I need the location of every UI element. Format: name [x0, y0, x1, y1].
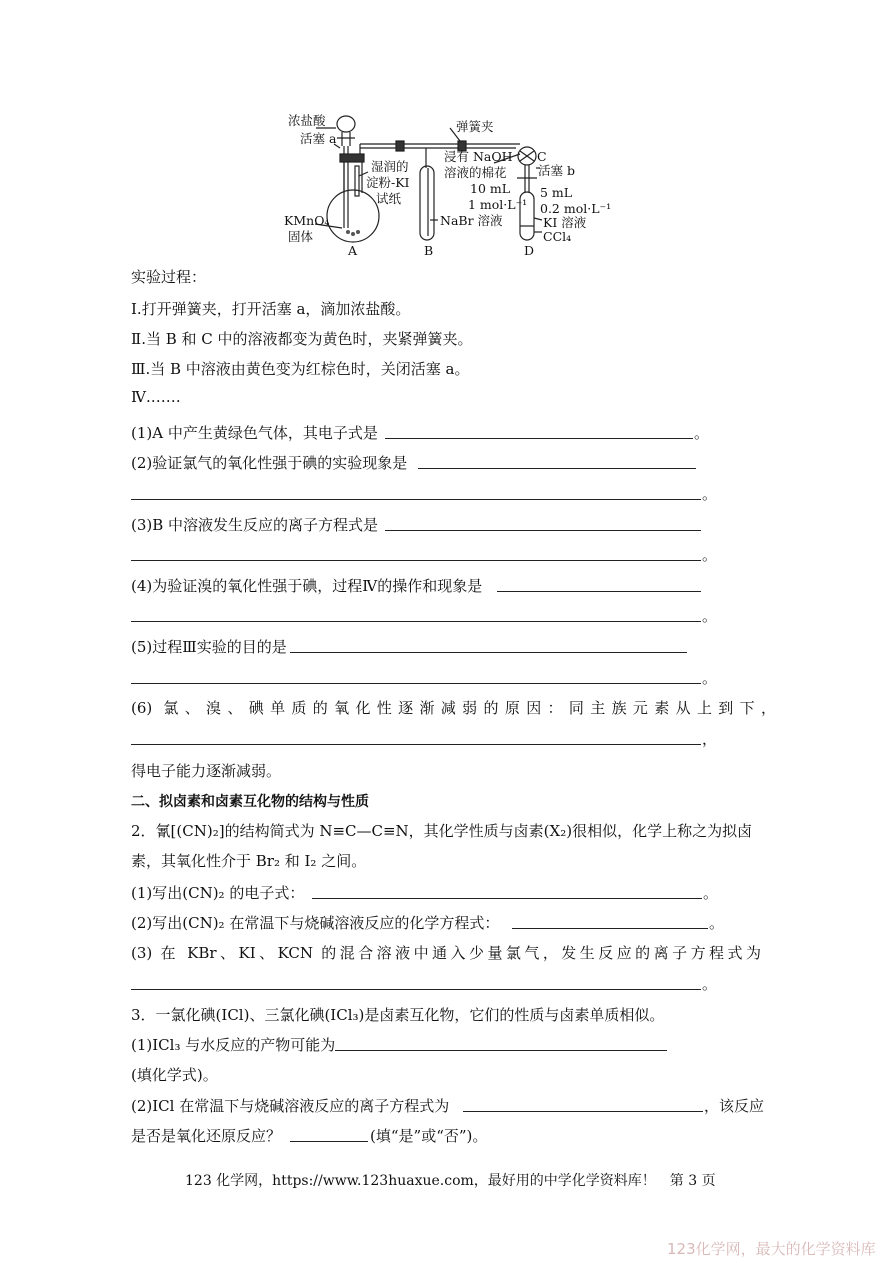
label-naoh-1: 浸有 NaOH [444, 149, 513, 164]
answer-blank-p3-q1[interactable] [335, 1050, 667, 1051]
problem-3-q1: (1)ICl₃ 与水反应的产物可能为 [131, 1036, 336, 1054]
label-b: B [424, 243, 434, 258]
label-stopcock-b: 活塞 b [538, 163, 575, 178]
label-moist-paper-1: 湿润的 [371, 159, 409, 174]
label-conc-hcl: 浓盐酸 [288, 113, 326, 128]
answer-blank-p2-q2[interactable] [512, 928, 708, 929]
answer-blank-p3-q2[interactable] [463, 1111, 703, 1112]
problem-3-q1-end: (填化学式)。 [131, 1066, 218, 1084]
answer-blank-q5b[interactable] [131, 683, 701, 684]
label-solid: 固体 [288, 229, 314, 244]
procedure-step-3: Ⅲ.当 B 中溶液由黄色变为红棕色时，关闭活塞 a。 [131, 360, 470, 378]
period-p2-q1: 。 [703, 884, 719, 902]
question-4: (4)为验证溴的氧化性强于碘，过程Ⅳ的操作和现象是 [131, 577, 483, 595]
procedure-title: 实验过程： [131, 268, 207, 286]
problem-2-line-2: 素，其氧化性介于 Br₂ 和 I₂ 之间。 [131, 852, 367, 870]
period-p2-q3: 。 [702, 975, 718, 993]
label-b-conc: 1 mol·L⁻¹ [468, 197, 528, 212]
problem-3-q2-line-2: 是否是氧化还原反应？ [131, 1127, 282, 1145]
period-q5: 。 [702, 669, 718, 687]
answer-blank-q3b[interactable] [131, 560, 701, 561]
period-q4: 。 [702, 607, 718, 625]
period-q1: 。 [694, 424, 710, 442]
problem-3-q2: (2)ICl 在常温下与烧碱溶液反应的离子方程式为 [131, 1097, 450, 1115]
label-d-conc: 0.2 mol·L⁻¹ [540, 201, 612, 216]
answer-blank-q3a[interactable] [385, 530, 701, 531]
label-kmno4: KMnO₄ [284, 213, 330, 228]
label-nabr: NaBr 溶液 [440, 213, 503, 228]
answer-blank-q2a[interactable] [418, 468, 696, 469]
problem-3-q2-end: (填“是”或“否”)。 [370, 1127, 488, 1145]
procedure-step-1: Ⅰ.打开弹簧夹，打开活塞 a，滴加浓盐酸。 [131, 300, 411, 318]
section-heading: 二、拟卤素和卤素互化物的结构与性质 [131, 794, 369, 810]
problem-2-q1: (1)写出(CN)₂ 的电子式： [131, 884, 305, 902]
period-q3: 。 [702, 546, 718, 564]
comma-q6: ， [702, 730, 718, 748]
question-1: (1)A 中产生黄绿色气体，其电子式是 [131, 424, 378, 442]
question-5: (5)过程Ⅲ实验的目的是 [131, 638, 287, 656]
page-footer: 123 化学网，https://www.123huaxue.com，最好用的中学化学资料库！ 第 3 页 [185, 1173, 716, 1189]
problem-3-q2-tail: ，该反应 [704, 1097, 765, 1115]
answer-blank-q6[interactable] [131, 744, 701, 745]
problem-2-q3: (3) 在 KBr、KI、KCN 的混合溶液中通入少量氯气，发生反应的离子方程式为 [131, 944, 761, 962]
question-6-end: 得电子能力逐渐减弱。 [131, 762, 282, 780]
label-naoh-2: 溶液的棉花 [444, 165, 507, 180]
answer-blank-q4a[interactable] [497, 591, 701, 592]
label-spring-clip: 弹簧夹 [456, 119, 494, 134]
label-ki: KI 溶液 [543, 215, 587, 230]
label-c: C [537, 149, 547, 164]
label-moist-paper-3: 试纸 [376, 191, 402, 206]
label-b-volume: 10 mL [470, 181, 511, 196]
answer-blank-p2-q3[interactable] [131, 989, 701, 990]
label-moist-paper-2: 淀粉-KI [366, 175, 410, 190]
answer-blank-q1[interactable] [385, 438, 693, 439]
answer-blank-q2b[interactable] [131, 499, 701, 500]
procedure-step-2: Ⅱ.当 B 和 C 中的溶液都变为黄色时，夹紧弹簧夹。 [131, 330, 473, 348]
apparatus-diagram [280, 108, 620, 258]
answer-blank-q4b[interactable] [131, 621, 701, 622]
procedure-step-4: Ⅳ.…… [131, 388, 181, 406]
answer-blank-p2-q1[interactable] [312, 898, 702, 899]
label-d-volume: 5 mL [540, 185, 573, 200]
period-q2: 。 [702, 485, 718, 503]
label-d: D [524, 243, 535, 258]
question-3: (3)B 中溶液发生反应的离子方程式是 [131, 516, 379, 534]
question-2: (2)验证氯气的氧化性强于碘的实验现象是 [131, 454, 408, 472]
answer-blank-q5a[interactable] [290, 652, 687, 653]
problem-2-line-1: 2．氰[(CN)₂]的结构简式为 N≡C—C≡N，其化学性质与卤素(X₂)很相似，化学上称之为拟卤 [131, 822, 753, 840]
watermark: 123化学网，最大的化学资料库 [667, 1240, 876, 1258]
label-ccl4: CCl₄ [543, 229, 572, 244]
question-6: (6) 氯、溴、碘单质的氧化性逐渐减弱的原因：同主族元素从上到下， [131, 699, 776, 717]
period-p2-q2: 。 [709, 914, 725, 932]
label-stopcock-a: 活塞 a [300, 131, 337, 146]
answer-blank-p3-q2b[interactable] [290, 1141, 368, 1142]
problem-2-q2: (2)写出(CN)₂ 在常温下与烧碱溶液反应的化学方程式： [131, 914, 500, 932]
label-a: A [348, 243, 358, 258]
problem-3-line-1: 3．一氯化碘(ICl)、三氯化碘(ICl₃)是卤素互化物，它们的性质与卤素单质相似。 [131, 1006, 665, 1024]
